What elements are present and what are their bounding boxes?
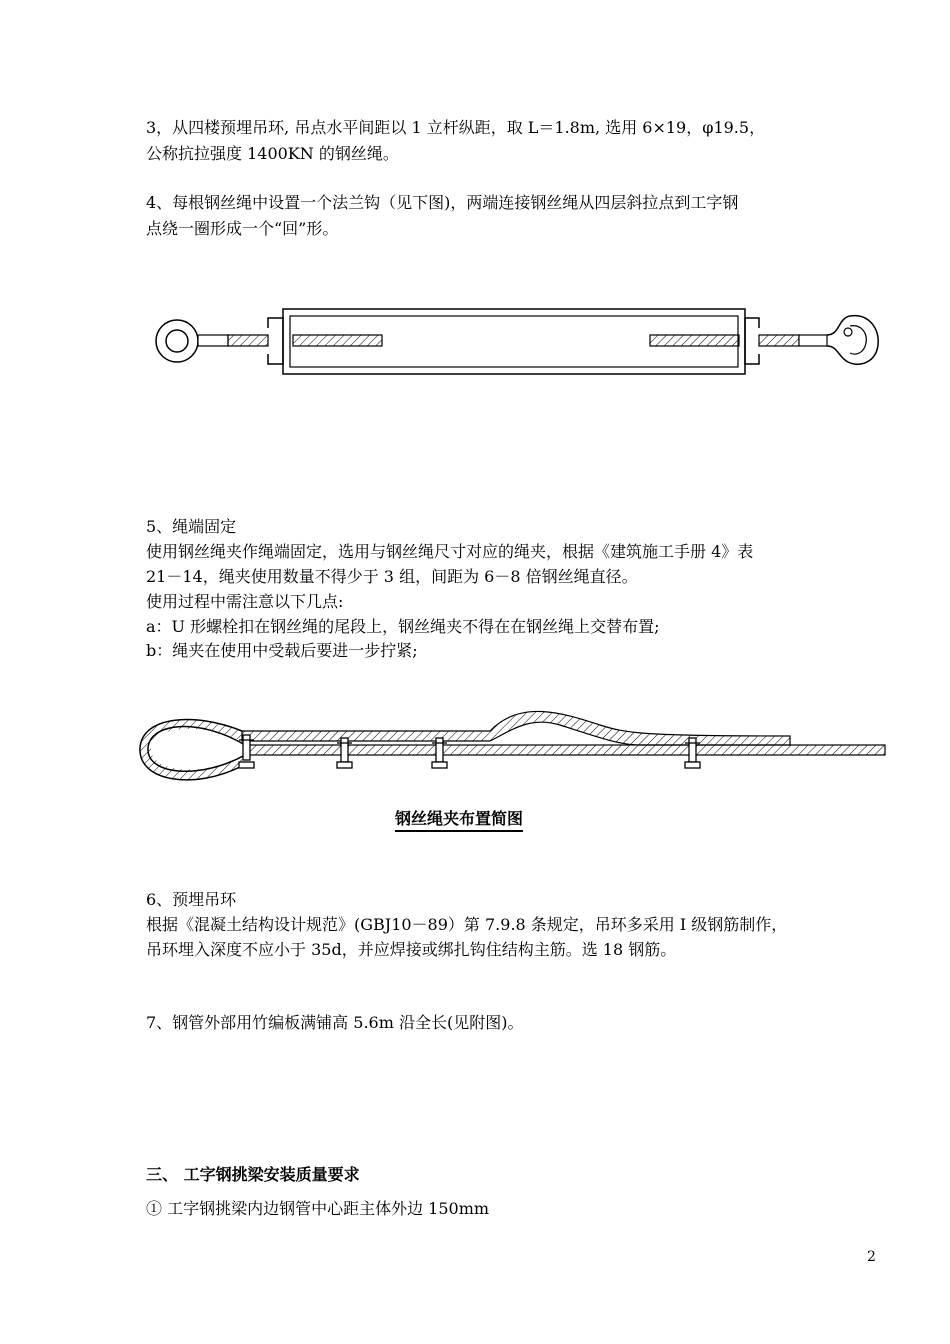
para-5-line-2: 21－14，绳夹使用数量不得少于 3 组，间距为 6－8 倍钢丝绳直径。 [146,567,638,586]
para-6-line-1: 根据《混凝土结构设计规范》(GBJ10－89）第 7.9.8 条规定，吊环多采用 I 级钢筋制作， [146,915,788,934]
wire-rope-main [245,745,885,755]
section-3-item-1: ① 工字钢挑梁内边钢管中心距主体外边 150mm [146,1199,490,1218]
rope-clamp [685,738,700,768]
page-number: 2 [867,1249,876,1265]
figure-caption: 钢丝绳夹布置简图 [395,806,523,832]
para-6-title: 6、预埋吊环 [146,890,237,909]
para-5-line-1: 使用钢丝绳夹作绳端固定，选用与钢丝绳尺寸对应的绳夹，根据《建筑施工手册 4》表 [146,542,754,561]
para-5-line-5: b：绳夹在使用中受载后要进一步拧紧; [146,641,418,660]
para-5-line-3: 使用过程中需注意以下几点: [146,592,344,611]
para-7-line-1: 7、钢管外部用竹编板满铺高 5.6m 沿全长(见附图)。 [146,1013,524,1032]
para-6-line-2: 吊环埋入深度不应小于 35d，并应焊接或绑扎钩住结构主筋。选 18 钢筋。 [146,940,677,959]
turnbuckle-right-hook [827,316,878,365]
wire-rope-loop [148,727,245,772]
rope-clamp [432,738,447,768]
turnbuckle-left-eye [156,320,198,362]
para-3-line-1: 3，从四楼预埋吊环, 吊点水平间距以 1 立杆纵距，取 L＝1.8m, 选用 6×19，φ19.5， [146,118,766,137]
para-4-line-1: 4、每根钢丝绳中设置一个法兰钩（见下图)，两端连接钢丝绳从四层斜拉点到工字钢 [146,193,739,212]
rope-clamp [337,738,352,768]
para-5-title: 5、绳端固定 [146,517,237,536]
rope-clamp [239,735,254,768]
turnbuckle-body [283,309,745,374]
section-3-heading: 三、 工字钢挑梁安装质量要求 [146,1165,360,1184]
para-4-line-2: 点绕一圈形成一个“回”形。 [146,219,339,238]
para-3-line-2: 公称抗拉强度 1400KN 的钢丝绳。 [146,144,399,163]
para-5-line-4: a：U 形螺栓扣在钢丝绳的尾段上，钢丝绳夹不得在在钢丝绳上交替布置; [146,617,660,636]
